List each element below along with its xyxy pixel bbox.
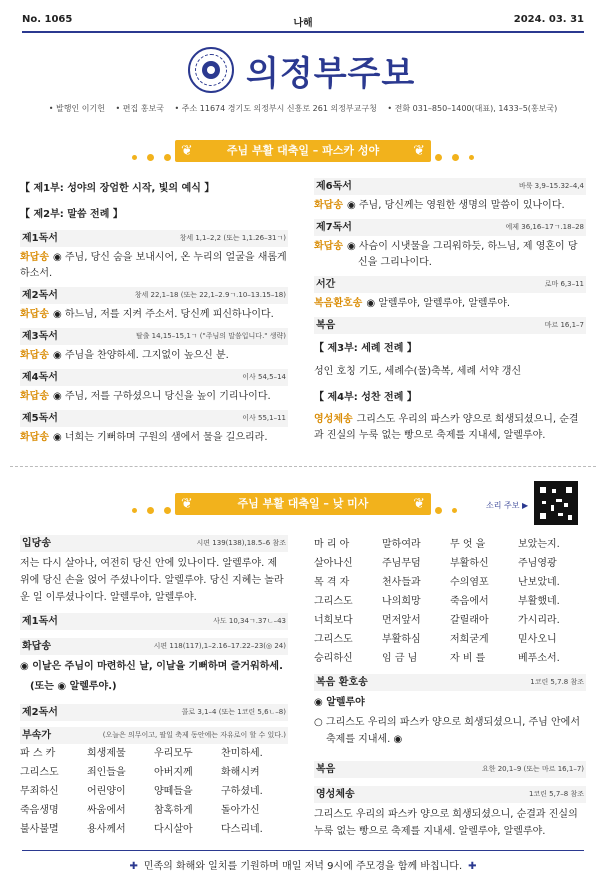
psalm-response (314, 236, 586, 274)
entrance-antiphon-text: 저는 다시 살아나, 여전히 당신 안에 있나이다. 알렐루야. 제 위에 당신 손을 얹어 주셨나이다. 알렐루야. 당신 지혜는 놀라운 일 이루셨나이다. 알렐루야, 알렐루야. (20, 558, 284, 603)
sequence-phrase: 갈릴래아 (450, 615, 489, 626)
reading-title: 서간 로마 6,3–11 (314, 276, 586, 293)
reading-title: 제7독서 에제 36,16–17ㄱ.18–28 (314, 219, 586, 236)
reading-block (20, 410, 288, 449)
sequence-phrase: 어린양이 (87, 786, 126, 797)
cross-icon: ✚ (129, 861, 138, 872)
response-text: ◉ 주님을 찬양하세. 그지없이 높으신 분. (52, 350, 229, 361)
banner-title: 주님 부활 대축일 – 파스카 성야 (226, 144, 380, 157)
sequence-phrase: 화해시켜 (221, 767, 260, 778)
baptism-text: 성인 호칭 기도, 세례수(물)축복, 세례 서약 갱신 (314, 366, 522, 377)
communion-text: 그리스도 우리의 파스카 양으로 희생되셨으니, 순결과 진실의 누룩 없는 빵으로 축제를 지내세. 알렐루야, 알렐루야. (314, 809, 578, 837)
entrance-antiphon-title: 입당송 시편 139(138),18.5–6 참조 (20, 535, 288, 552)
sequence-phrase: 말하여라 (382, 539, 421, 550)
response-text: ◉ 사슴이 시냇물을 그리워하듯, 하느님, 제 영혼이 당신을 그리나이다. (346, 241, 578, 268)
sequence-phrase: 수의염포 (450, 577, 489, 588)
response-text: ◉ 주님, 당신 숨을 보내시어, 온 누리의 얼굴을 새롭게 하소서. (20, 252, 287, 279)
sequence-phrase: 구하셨네. (221, 786, 263, 797)
part3-heading: 【 제3부: 세례 전례 】 (314, 343, 417, 354)
sequence-phrase: 살아나신 (314, 558, 353, 569)
acclamation-title: 복음 환호송 1코린 5,7.8 참조 (314, 674, 586, 691)
footer-rule (22, 850, 584, 851)
psalm-response (20, 386, 288, 408)
flourish-icon: ❦ (413, 496, 425, 512)
sequence-phrase: 임 금 님 (382, 653, 418, 664)
sequence-phrase: 자 비 를 (450, 653, 486, 664)
reading-citation: 이사 55,1–11 (242, 414, 286, 422)
sequence-phrase: 불사불멸 (20, 824, 59, 835)
sequence-phrase: 천사들과 (382, 577, 421, 588)
response-label: 화답송 (314, 241, 343, 252)
reading-citation: 창세 22,1–18 (또는 22,1–2.9ㄱ.10–13.15–18) (134, 291, 286, 299)
sequence-phrase: 먼저앞서 (382, 615, 421, 626)
psalm-response: ◉ 이날은 주님이 마련하신 날, 이날을 기뻐하며 즐거워하세. (20, 661, 283, 672)
reading-title: 제6독서 바룩 3,9–15.32–4,4 (314, 178, 586, 195)
psalm-response (20, 304, 288, 326)
sequence-verses-continued (314, 535, 586, 668)
reading-block (314, 219, 586, 274)
psalm-response (314, 195, 586, 217)
reading-citation: 로마 6,3–11 (544, 280, 584, 288)
reading-citation: 창세 1,1–2,2 (또는 1,1.26–31ㄱ) (179, 234, 286, 242)
sequence-phrase: 부활하심 (382, 634, 421, 645)
psalm-response (20, 345, 288, 367)
dots-decoration-right (430, 147, 479, 155)
sequence-phrase: 다스리네. (221, 824, 263, 835)
response-label: 화답송 (314, 200, 343, 211)
part4-heading: 【 제4부: 성찬 전례 】 (314, 392, 417, 403)
response-label: 화답송 (20, 252, 49, 263)
flourish-icon: ❦ (181, 143, 193, 159)
cross-icon: ✚ (468, 861, 477, 872)
top-rule (22, 31, 584, 33)
reading-citation: 1코린 5,7.8 참조 (530, 678, 584, 686)
footer-prayer (0, 857, 606, 872)
reading-citation: 이사 54,5–14 (242, 373, 286, 381)
section-divider (10, 466, 596, 467)
masthead (0, 44, 606, 96)
reading-title: 제2독서 창세 22,1–18 (또는 22,1–2.9ㄱ.10–13.15–18) (20, 287, 288, 304)
response-label: 화답송 (20, 391, 49, 402)
part1-heading: 【 제1부: 성야의 장엄한 시작, 빛의 예식 】 (20, 183, 215, 194)
phone: • 전화 031–850–1400(대표), 1433–5(홍보국) (387, 104, 558, 113)
address: • 주소 11674 경기도 의정부시 신흥로 261 의정부교구청 (174, 104, 377, 113)
response-label: 복음환호송 (314, 298, 363, 309)
reading-citation: 바룩 3,9–15.32–4,4 (518, 182, 584, 190)
acclamation-verse: ○ 그리스도 우리의 파스카 양으로 희생되셨으니, 주님 안에서 축제를 지내세. ◉ (314, 717, 580, 745)
flourish-icon: ❦ (413, 143, 425, 159)
communion-text: 그리스도 우리의 파스카 양으로 희생되셨으니, 순결과 진실의 누룩 없는 빵으로 축제를 지내세, 알렐루야. (314, 414, 579, 441)
sequence-phrase: 그리스도 (20, 767, 59, 778)
response-text: ◉ 너희는 기뻐하며 구원의 샘에서 물을 길으리라. (52, 432, 268, 443)
psalm-response (20, 427, 288, 449)
reading-block (314, 276, 586, 315)
sequence-phrase: 돌아가신 (221, 805, 260, 816)
sequence-phrase: 주님무덤 (382, 558, 421, 569)
paper-title: 의정부주보 (246, 54, 416, 94)
publisher: • 발행인 이기헌 (48, 104, 105, 113)
response-text: ◉ 하느님, 저를 지켜 주소서. 당신께 피신하나이다. (52, 309, 274, 320)
reading-title: 제3독서 탈출 14,15–15,1ㄱ ("주님의 말씀입니다." 생략) (20, 328, 288, 345)
sequence-phrase: 베푸소서. (518, 653, 560, 664)
sequence-phrase: 보았는지. (518, 539, 560, 550)
psalm-title: 화답송 시편 118(117),1–2.16–17.22–23(◎ 24) (20, 638, 288, 655)
flourish-icon: ❦ (181, 496, 193, 512)
reading-block (20, 230, 288, 285)
reading-title: 제1독서 사도 10,34ㄱ.37ㄴ–43 (20, 613, 288, 630)
editor: • 편집 홍보국 (115, 104, 164, 113)
sequence-phrase: 희생제물 (87, 748, 126, 759)
issue-number: No. 1065 (22, 14, 73, 25)
reading-citation: 1코린 5,7–8 참조 (528, 790, 584, 798)
day-mass-left-column (20, 535, 288, 839)
reading-citation: 시편 139(138),18.5–6 참조 (196, 539, 286, 547)
dots-decoration-left (127, 500, 176, 508)
communion-antiphon (314, 409, 586, 447)
response-text: ◉ 알렐루야, 알렐루야, 알렐루야. (366, 298, 511, 309)
sequence-phrase: 그리스도 (314, 596, 353, 607)
reading-title: 복음 마르 16,1–7 (314, 317, 586, 334)
reading-block (20, 369, 288, 408)
day-mass-right-column (314, 535, 586, 843)
reading-block (314, 317, 586, 334)
qr-code-icon[interactable] (534, 481, 578, 525)
reading-block (20, 287, 288, 326)
response-label: 화답송 (20, 350, 49, 361)
sequence-phrase: 부활하신 (450, 558, 489, 569)
vigil-right-column (314, 178, 586, 447)
banner-title: 주님 부활 대축일 – 낮 미사 (237, 497, 369, 510)
reading-citation: 시편 118(117),1–2.16–17.22–23(◎ 24) (153, 642, 286, 650)
response-label: 화답송 (20, 309, 49, 320)
issue-bar (22, 14, 584, 28)
sequence-phrase: 마 리 아 (314, 539, 350, 550)
dots-decoration-right (430, 500, 462, 508)
reading-title: 제5독서 이사 55,1–11 (20, 410, 288, 427)
reading-citation: 사도 10,34ㄱ.37ㄴ–43 (213, 617, 286, 625)
reading-title: 제4독서 이사 54,5–14 (20, 369, 288, 386)
audio-bulletin-link[interactable]: 소리 주보 ▶ (486, 501, 529, 510)
reading-citation: 에제 36,16–17ㄱ.18–28 (505, 223, 584, 231)
sequence-phrase: 찬미하세. (221, 748, 263, 759)
reading-citation: 마르 16,1–7 (544, 321, 584, 329)
dots-decoration-left (127, 147, 176, 155)
reading-title: 제1독서 창세 1,1–2,2 (또는 1,1.26–31ㄱ) (20, 230, 288, 247)
acclamation-response: ◉ 알렐루야 (314, 697, 365, 708)
sequence-phrase: 죄인들을 (87, 767, 126, 778)
psalm-response-alt: (또는 ◉ 알렐루야.) (30, 681, 117, 692)
communion-label: 영성체송 (314, 414, 353, 425)
sequence-phrase: 참혹하게 (154, 805, 193, 816)
gospel-title: 복음 요한 20,1–9 (또는 마르 16,1–7) (314, 761, 586, 778)
reading-citation: 탈출 14,15–15,1ㄱ ("주님의 말씀입니다." 생략) (135, 332, 286, 340)
sequence-phrase: 저희굳게 (450, 634, 489, 645)
sequence-phrase: 다시살아 (154, 824, 193, 835)
response-text: ◉ 주님, 당신께는 영원한 생명의 말씀이 있나이다. (346, 200, 565, 211)
sequence-phrase: 승리하신 (314, 653, 353, 664)
sequence-phrase: 나의희망 (382, 596, 421, 607)
sequence-phrase: 그리스도 (314, 634, 353, 645)
diocese-seal-icon (188, 47, 234, 93)
reading-citation: 콜로 3,1–4 (또는 1코린 5,6ㄴ–8) (181, 708, 286, 716)
psalm-response (20, 247, 288, 285)
sequence-note: (오늘은 의무이고, 팔일 축제 동안에는 자유로이 할 수 있다.) (102, 731, 286, 739)
sequence-phrase: 부활했네. (518, 596, 560, 607)
sequence-phrase: 파 스 카 (20, 748, 56, 759)
issue-date: 2024. 03. 31 (513, 14, 584, 25)
liturgical-year: 나해 (293, 18, 313, 29)
sequence-phrase: 용사께서 (87, 824, 126, 835)
alleluia-response (314, 293, 586, 315)
sequence-phrase: 싸움에서 (87, 805, 126, 816)
sequence-phrase: 죽음에서 (450, 596, 489, 607)
sequence-phrase: 너희보다 (314, 615, 353, 626)
response-label: 화답송 (20, 432, 49, 443)
sequence-phrase: 죽음생명 (20, 805, 59, 816)
sequence-title: 부속가 (오늘은 의무이고, 팔일 축제 동안에는 자유로이 할 수 있다.) (20, 727, 288, 744)
sequence-verses (20, 744, 288, 839)
sequence-phrase: 무 엇 을 (450, 539, 486, 550)
reading-block (314, 178, 586, 217)
sequence-phrase: 우리모두 (154, 748, 193, 759)
sequence-phrase: 양떼들을 (154, 786, 193, 797)
section-banner-vigil (0, 140, 606, 162)
reading-block (20, 328, 288, 367)
response-text: ◉ 주님, 저를 구하셨으니 당신을 높이 기리나이다. (52, 391, 271, 402)
reading-citation: 요한 20,1–9 (또는 마르 16,1–7) (481, 765, 584, 773)
sequence-phrase: 무죄하신 (20, 786, 59, 797)
publication-info (0, 103, 606, 114)
sequence-phrase: 가시리라. (518, 615, 560, 626)
sequence-phrase: 난보았네. (518, 577, 560, 588)
communion-title: 영성체송 1코린 5,7–8 참조 (314, 786, 586, 803)
sequence-phrase: 믿사오니 (518, 634, 557, 645)
sequence-phrase: 주님영광 (518, 558, 557, 569)
part2-heading: 【 제2부: 말씀 전례 】 (20, 209, 123, 220)
sequence-phrase: 목 격 자 (314, 577, 350, 588)
footer-text: 민족의 화해와 일치를 기원하며 매일 저녁 9시에 주모경을 함께 바칩니다. (143, 861, 463, 872)
sequence-phrase: 아버지께 (154, 767, 193, 778)
reading-title: 제2독서 콜로 3,1–4 (또는 1코린 5,6ㄴ–8) (20, 704, 288, 721)
vigil-left-column (20, 178, 288, 449)
